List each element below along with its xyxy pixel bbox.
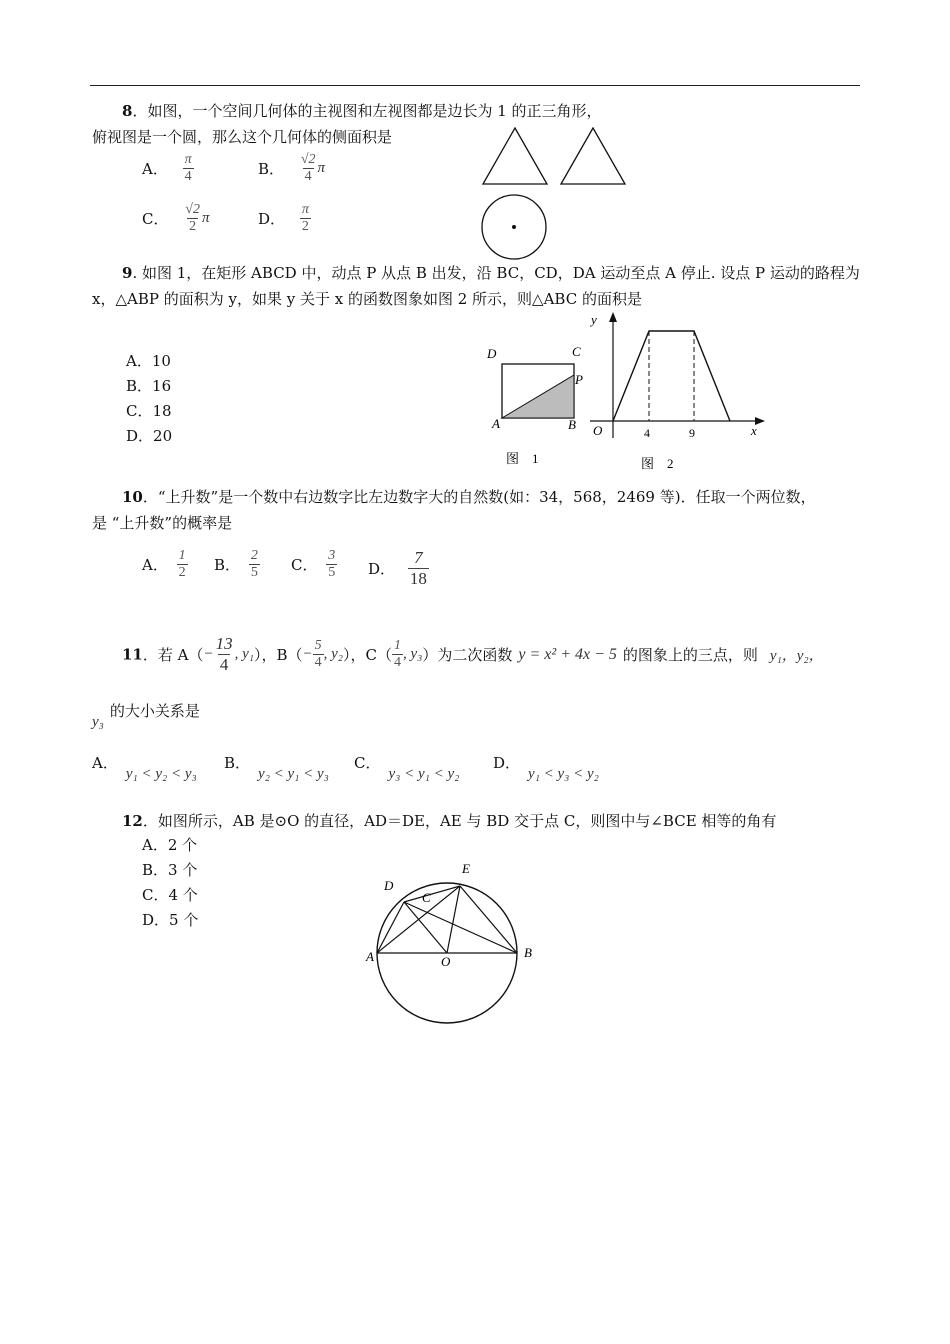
q8-option-b-num: √2 <box>300 152 316 167</box>
q8-front-view-triangle <box>483 128 547 184</box>
q12-label-o: O <box>441 954 451 969</box>
q10-option-a[interactable] <box>142 548 188 581</box>
q11-option-a[interactable] <box>92 752 197 782</box>
q12-option-d[interactable]: D．5 个 <box>142 911 199 929</box>
q11-a-den: 4 <box>219 655 229 674</box>
q11-function: y = x² + 4x − 5 <box>518 645 617 663</box>
q12-number: 12 <box>122 812 143 830</box>
q11-a-fraction <box>214 634 235 675</box>
q10-stem-line1 <box>122 486 816 507</box>
q8-option-c-den: 2 <box>189 219 197 234</box>
q8-stem-line1 <box>122 100 602 121</box>
q11-c-fraction <box>392 638 403 671</box>
q10-option-d-num: 7 <box>414 548 423 567</box>
q12-text-1: ．如图所示，AB 是⊙O 的直径，AD＝DE，AE 与 BD 交于点 C，则图中与∠BCE 相等的角有 <box>142 812 777 830</box>
q9-stem-line2: x，△ABP 的面积为 y，如果 y 关于 x 的函数图象如图 2 所示，则△ABC 的面积是 <box>92 290 642 308</box>
q9-fig1-label-a: A <box>492 416 500 431</box>
q8-option-c-num: √2 <box>185 202 200 217</box>
q8-option-b[interactable] <box>258 152 325 185</box>
q10-option-a-label: A． <box>142 556 168 574</box>
q10-option-d-den: 18 <box>409 569 427 588</box>
q11-c-y: y₃ <box>410 646 423 662</box>
q12-segment-do <box>404 902 447 953</box>
q11-text-b: ），B（ <box>253 646 303 664</box>
q12-label-c: C <box>422 890 431 905</box>
q8-option-d-den: 2 <box>301 219 309 234</box>
q9-fig1-caption: 图 1 <box>506 451 539 466</box>
q8-option-d[interactable] <box>258 202 311 235</box>
q10-option-a-den: 2 <box>178 565 186 580</box>
q12-label-b: B <box>524 945 532 960</box>
q11-stem-line1: 11．若 A（− $\frac{13}{4}$ , y₁），B（− $\frac{5}{4}$ , y₂），C（ $\frac{1}{4}$ , y₃）为二次函数 y = x² + 4x − 5 的图象上的三点，则 y₁，y₂， <box>122 634 824 674</box>
q12-segment-eo <box>447 886 460 953</box>
q11-b-y: y₂ <box>331 646 344 662</box>
q10-option-c-fraction <box>326 548 337 581</box>
q8-option-c-fraction <box>183 202 202 235</box>
q10-number: 10 <box>122 488 143 506</box>
q12-option-b[interactable]: B．3 个 <box>142 861 198 879</box>
q11-option-d-expr: y₁ < y₃ < y₂ <box>528 766 599 782</box>
q8-option-b-label: B． <box>258 160 285 178</box>
q10-option-d-label: D． <box>368 560 396 578</box>
q9-fig2-tick-9: 9 <box>689 426 695 440</box>
q11-a-num: 13 <box>215 634 233 653</box>
q11-line2-var: y₃ <box>92 714 104 730</box>
q8-option-a-label: A． <box>142 160 168 178</box>
q8-option-b-fraction <box>299 152 318 185</box>
q8-option-c-label: C． <box>142 210 169 228</box>
q11-text-post: ）为二次函数 <box>422 646 513 664</box>
q10-option-b[interactable] <box>214 548 260 581</box>
q9-option-c[interactable]: C．18 <box>126 402 172 420</box>
q9-fig1-label-d: D <box>487 346 497 361</box>
q8-side-view-triangle <box>561 128 625 184</box>
q9-fig2-caption: 图 2 <box>641 456 674 471</box>
q8-figure <box>470 120 650 270</box>
q10-option-c-num: 3 <box>328 548 336 563</box>
q9-option-a[interactable]: A．10 <box>126 352 171 370</box>
q11-stem-line2 <box>92 700 200 730</box>
q11-option-d[interactable] <box>493 752 599 782</box>
q9-text-1: . 如图 1，在矩形 ABCD 中，动点 P 从点 B 出发，沿 BC，CD，DA 运动至点 A 停止. 设点 P 运动的路程为 <box>132 264 860 282</box>
q12-label-a: A <box>366 949 374 964</box>
q9-figure-1 <box>480 340 600 470</box>
q8-number: 8 <box>122 102 133 120</box>
q11-line2-text: 的大小关系是 <box>109 702 200 720</box>
q9-fig2-y-arrow <box>609 312 617 322</box>
q8-option-a-num: π <box>184 152 192 167</box>
q11-option-c[interactable] <box>354 752 460 782</box>
q9-number: 9 <box>122 264 133 282</box>
q12-stem-line1 <box>122 810 776 831</box>
q10-option-c[interactable] <box>291 548 337 581</box>
q12-label-d: D <box>384 878 394 893</box>
q10-option-c-den: 5 <box>328 565 336 580</box>
q11-c-num: 1 <box>394 638 401 653</box>
q11-b-fraction <box>313 638 324 671</box>
q10-option-a-fraction <box>177 548 188 581</box>
q8-option-b-pi: π <box>317 160 326 176</box>
q8-option-a-fraction <box>183 152 194 185</box>
q12-segment-de <box>404 886 460 902</box>
q9-fig2-label-y: y <box>591 312 597 327</box>
q11-option-a-label: A． <box>92 754 118 772</box>
q9-figure-2 <box>585 308 775 478</box>
q8-option-a-den: 4 <box>184 169 192 184</box>
q10-option-d[interactable] <box>368 548 429 589</box>
q11-text-tail: 的图象上的三点，则 <box>622 646 758 664</box>
header-rule <box>90 85 860 86</box>
q12-figure <box>355 855 545 1030</box>
q9-option-b[interactable]: B．16 <box>126 377 172 395</box>
q9-fig1-label-b: B <box>568 417 576 432</box>
q8-option-c-pi: π <box>201 210 210 226</box>
q10-option-b-num: 2 <box>250 548 258 563</box>
q11-option-d-label: D． <box>493 754 521 772</box>
q11-b-den: 4 <box>314 655 322 670</box>
q8-option-a[interactable] <box>142 152 194 185</box>
q11-text-pre: ．若 A（ <box>142 646 204 664</box>
q9-fig1-label-p: P <box>575 372 583 387</box>
q11-option-b[interactable] <box>224 752 329 782</box>
q8-circle-center <box>512 225 516 229</box>
q11-option-c-label: C． <box>354 754 381 772</box>
q11-option-a-expr: y₁ < y₂ < y₃ <box>125 766 197 782</box>
q11-option-c-expr: y₃ < y₁ < y₂ <box>388 766 460 782</box>
q10-option-b-label: B． <box>214 556 241 574</box>
q10-option-c-label: C． <box>291 556 318 574</box>
q11-option-b-label: B． <box>224 754 251 772</box>
q8-option-c[interactable] <box>142 202 209 235</box>
q9-fig1-label-c: C <box>572 344 581 359</box>
q9-fig2-tick-4: 4 <box>644 426 650 440</box>
q10-stem-line2: 是 “上升数”的概率是 <box>92 514 233 532</box>
q12-option-a[interactable]: A．2 个 <box>142 836 198 854</box>
q10-option-d-fraction <box>408 548 429 589</box>
q11-text-c: ），C（ <box>343 646 392 664</box>
q11-c-den: 4 <box>394 655 401 670</box>
q10-option-a-num: 1 <box>178 548 186 563</box>
q11-b-num: 5 <box>314 638 322 653</box>
q8-option-b-den: 4 <box>304 169 312 184</box>
q9-triangle-abp <box>502 375 574 418</box>
q11-option-b-expr: y₂ < y₁ < y₃ <box>258 766 329 782</box>
q9-option-d[interactable]: D．20 <box>126 427 173 445</box>
q8-option-d-num: π <box>301 202 309 217</box>
q10-text-1: ．“上升数”是一个数中右边数字比左边数字大的自然数(如：34，568，2469 等)．任取一个两位数， <box>142 488 816 506</box>
q8-option-d-fraction <box>300 202 311 235</box>
q8-stem-line2: 俯视图是一个圆，那么这个几何体的侧面积是 <box>92 128 393 146</box>
q8-text-1: ．如图，一个空间几何体的主视图和左视图都是边长为 1 的正三角形， <box>132 102 602 120</box>
q9-fig2-graph-line <box>613 331 730 421</box>
q11-tail-vars: y₁，y₂， <box>769 648 824 664</box>
q9-fig2-label-x: x <box>751 423 757 438</box>
q10-option-b-den: 5 <box>250 565 258 580</box>
q12-segment-ad <box>377 902 404 953</box>
q9-stem-line1 <box>122 262 860 283</box>
q12-option-c[interactable]: C．4 个 <box>142 886 198 904</box>
q9-fig2-label-o: O <box>593 423 603 438</box>
q11-a-y: y₁ <box>242 646 254 662</box>
q10-option-b-fraction <box>249 548 260 581</box>
q12-segment-bd <box>404 902 517 953</box>
q11-number: 11 <box>122 645 143 664</box>
q8-option-d-label: D． <box>258 210 286 228</box>
q12-label-e: E <box>462 861 470 876</box>
